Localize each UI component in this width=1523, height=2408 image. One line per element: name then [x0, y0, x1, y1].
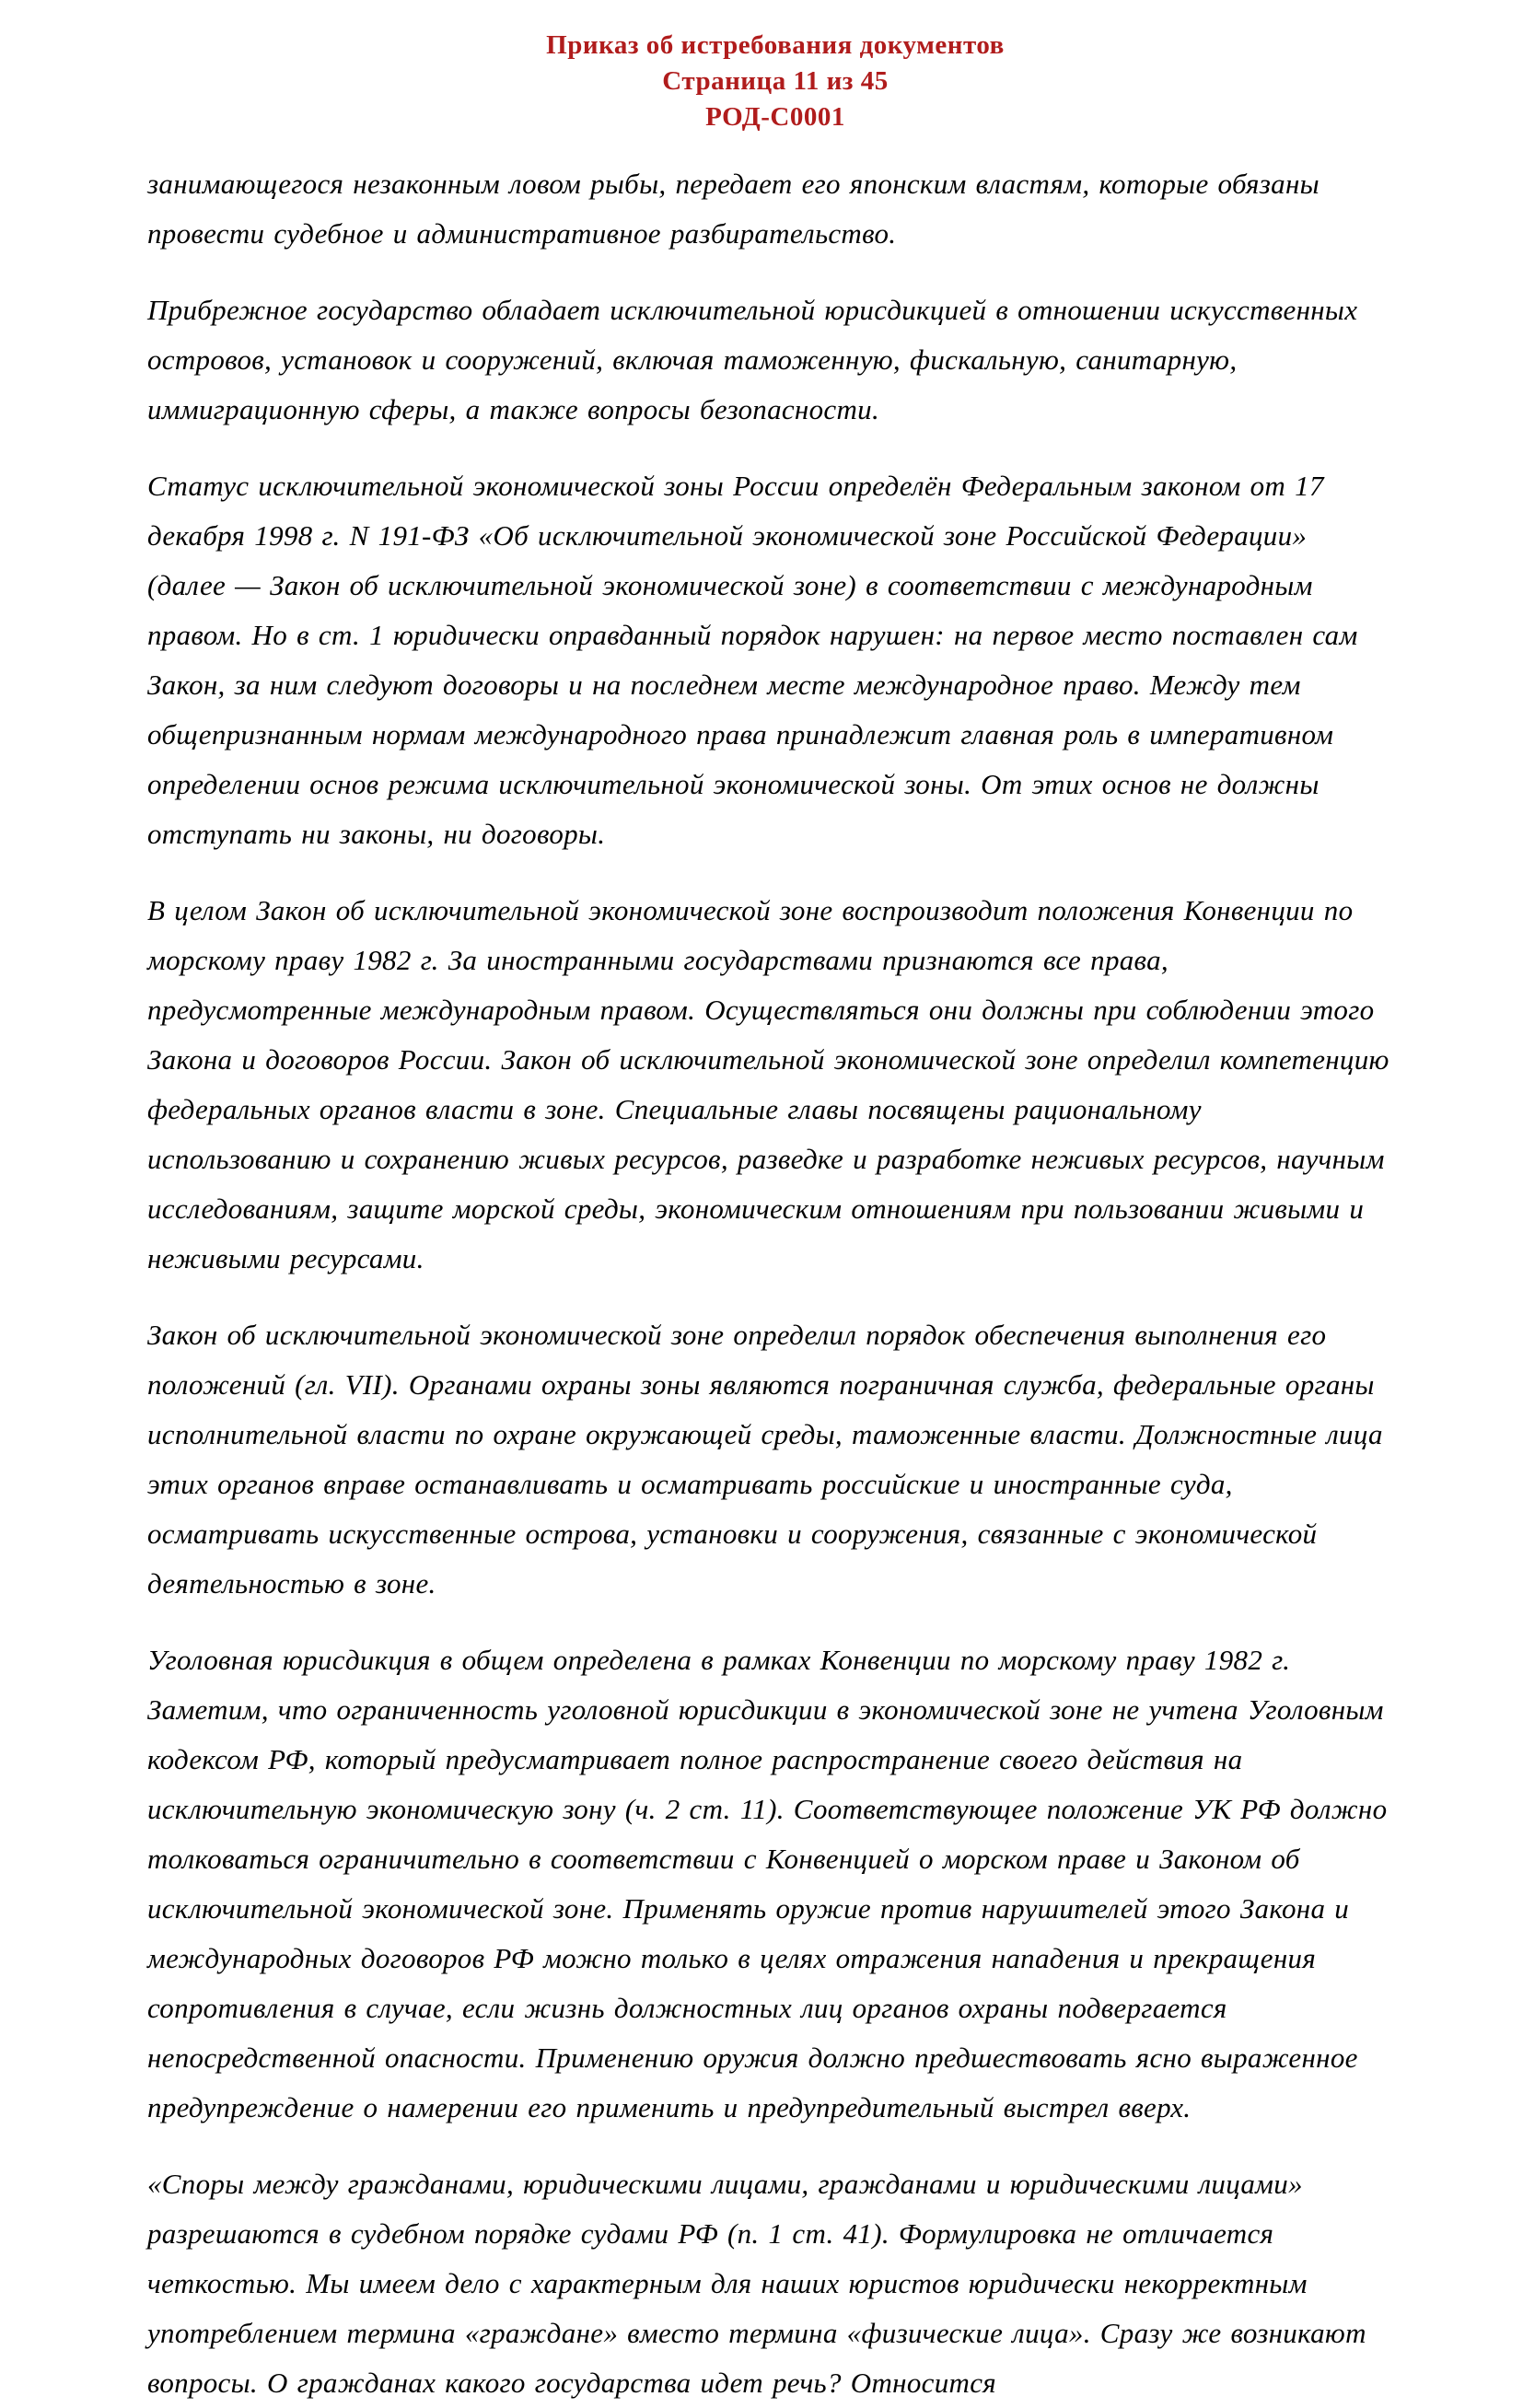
paragraph: «Споры между гражданами, юридическими лицами, гражданами и юридическими лицами» разрешаются в судебном порядке судами РФ (п. 1 ст. 41). Формулировка не отличается четкостью. Мы имеем дело с характерным для наших юристов юридически некорректным употреблением термина «граждане» вместо термина «физические лица». Сразу же возникают вопросы. О гражданах какого государства идет речь? Относится	[147, 2168, 1366, 2400]
document-code: РОД-С0001	[705, 102, 845, 133]
paragraph: Уголовная юрисдикция в общем определена в рамках Конвенции по морскому праву 1982 г. Заметим, что ограниченность уголовной юрисдикции в экономической зоне не учтена Уголовным кодексом РФ, который предусматривает полное распространение своего действия на исключительную экономическую зону (ч. 2 ст. 11). Соответствующее положение УК РФ должно толковаться ограничительно в соответствии с Конвенцией о морском праве и Законом об исключительной экономической зоне. Применять оружие против нарушителей этого Закона и международных договоров РФ можно только в целях отражения нападения и прекращения сопротивления в случае, если жизнь должностных лиц органов охраны подвергается непосредственной опасности. Применению оружия должно предшествовать ясно выраженное предупреждение о намерении его применить и предупредительный выстрел вверх.	[147, 1644, 1388, 2124]
paragraph: Закон об исключительной экономической зоне определил порядок обеспечения выполнения его положений (гл. VII). Органами охраны зоны являются пограничная служба, федеральные органы исполнительной власти по охране окружающей среды, таможенные власти. Должностные лица этих органов вправе останавливать и осматривать российские и иностранные суда, осматривать искусственные острова, установки и сооружения, связанные с экономической деятельностью в зоне.	[147, 1319, 1383, 1600]
document-header	[157, 28, 1394, 135]
paragraph: В целом Закон об исключительной экономической зоне воспроизводит положения Конвенции по морскому праву 1982 г. За иностранными государствами признаются все права, предусмотренные международным правом. Осуществляться они должны при соблюдении этого Закона и договоров России. Закон об исключительной экономической зоне определил компетенцию федеральных органов власти в зоне. Специальные главы посвящены рациональному использованию и сохранению живых ресурсов, разведке и разработке неживых ресурсов, научным исследованиям, защите морской среды, экономическим отношениям при пользовании живыми и неживыми ресурсами.	[147, 894, 1389, 1275]
document-title: Приказ об истребования документов	[546, 30, 1005, 60]
paragraph: Прибрежное государство обладает исключительной юрисдикцией в отношении искусственных островов, установок и сооружений, включая таможенную, фискальную, санитарную, иммиграционную сферы, а также вопросы безопасности.	[147, 294, 1358, 426]
paragraph: Статус исключительной экономической зоны России определён Федеральным законом от 17 декабря 1998 г. N 191-ФЗ «Об исключительной экономической зоне Российской Федерации» (далее — Закон об исключительной экономической зоне) в соответствии с международным правом. Но в ст. 1 юридически оправданный порядок нарушен: на первое место поставлен сам Закон, за ним следуют договоры и на последнем месте международное право. Между тем общепризнанным нормам международного права принадлежит главная роль в императивном определении основ режима исключительной экономической зоны. От этих основ не должны отступать ни законы, ни договоры.	[147, 470, 1358, 851]
document-body	[147, 159, 1394, 2408]
paragraph: занимающегося незаконным ловом рыбы, передает его японским властям, которые обязаны провести судебное и административное разбирательство.	[147, 168, 1320, 250]
page-indicator: Страница 11 из 45	[662, 66, 889, 97]
